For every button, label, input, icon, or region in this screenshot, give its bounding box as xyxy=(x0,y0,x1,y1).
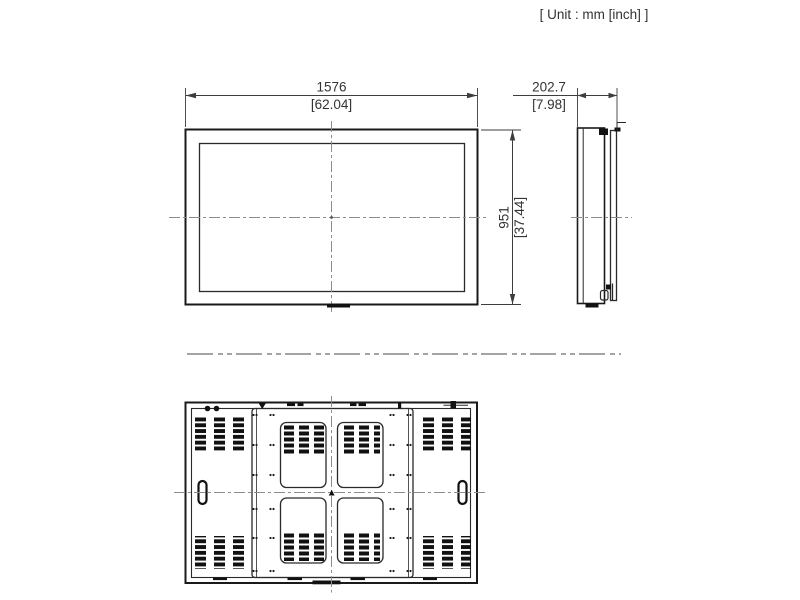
depth-dimension xyxy=(513,80,617,128)
screw-hole xyxy=(255,508,257,510)
screw-hole xyxy=(269,414,271,416)
rear-bottom-tab xyxy=(313,581,341,585)
screw-hole xyxy=(252,444,254,446)
vent-grid-inner-top-right xyxy=(340,426,380,455)
vent-grid-inner-bottom-right xyxy=(340,532,380,561)
side-panel-outline xyxy=(611,131,617,301)
screw-hole xyxy=(252,474,254,476)
depth-arrow-left xyxy=(578,93,587,98)
screw-hole xyxy=(389,414,391,416)
rear-view xyxy=(174,396,485,593)
depth-value-inch: [7.98] xyxy=(532,97,566,112)
screw-hole xyxy=(409,570,411,572)
screw-hole xyxy=(255,414,257,416)
screw-hole xyxy=(392,508,394,510)
screw-hole xyxy=(272,414,274,416)
rear-top-hook-lug xyxy=(451,401,457,409)
vent-grid-top-right xyxy=(422,418,471,451)
width-arrow-right xyxy=(467,93,478,98)
width-value-mm: 1576 xyxy=(316,79,347,95)
screw-hole xyxy=(252,508,254,510)
vent-grid-inner-top-left xyxy=(284,426,324,455)
height-value-mm: 951 xyxy=(496,206,512,229)
screw-hole xyxy=(269,508,271,510)
side-bottom-foot xyxy=(586,304,599,308)
vent-grid-top-left xyxy=(195,418,244,451)
width-dimension xyxy=(186,80,478,128)
side-view xyxy=(571,123,632,308)
screw-hole xyxy=(255,570,257,572)
screw-hole xyxy=(406,570,408,572)
screw-hole xyxy=(255,474,257,476)
depth-value-mm: 202.7 xyxy=(532,79,566,95)
screw-hole xyxy=(409,508,411,510)
screw-hole xyxy=(392,537,394,539)
screw-hole xyxy=(389,570,391,572)
screw-hole xyxy=(409,414,411,416)
screw-hole xyxy=(392,570,394,572)
screw-hole xyxy=(252,570,254,572)
side-top-lug xyxy=(599,129,608,136)
vent-grid-bottom-left xyxy=(195,536,244,569)
screw-hole xyxy=(255,444,257,446)
screw-hole xyxy=(389,474,391,476)
unit-note-label: [ Unit : mm [inch] ] xyxy=(539,7,649,22)
depth-arrow-right xyxy=(609,93,618,98)
screw-hole xyxy=(409,444,411,446)
rear-top-t-mark xyxy=(398,402,401,409)
screw-hole xyxy=(269,474,271,476)
screw-hole xyxy=(269,537,271,539)
screw-hole xyxy=(406,414,408,416)
vent-grid-inner-bottom-left xyxy=(284,532,324,561)
screw-hole xyxy=(272,508,274,510)
height-dimension xyxy=(481,130,527,305)
side-bottom-hook-lug xyxy=(606,285,611,290)
screw-hole xyxy=(389,444,391,446)
screw-hole xyxy=(389,508,391,510)
screw-hole xyxy=(269,444,271,446)
width-value-inch: [62.04] xyxy=(310,97,353,112)
height-value-inch: [37.44] xyxy=(512,196,527,239)
screw-hole xyxy=(272,570,274,572)
screw-hole xyxy=(406,474,408,476)
screw-hole xyxy=(272,537,274,539)
rear-top-knob-1 xyxy=(205,406,211,412)
screw-hole xyxy=(406,537,408,539)
front-bottom-tab xyxy=(327,304,350,308)
width-arrow-left xyxy=(186,93,197,98)
front-view xyxy=(169,121,486,314)
height-arrow-bottom xyxy=(510,294,515,305)
screw-hole xyxy=(409,474,411,476)
screw-hole xyxy=(406,444,408,446)
screw-hole xyxy=(389,537,391,539)
vent-grid-bottom-right xyxy=(422,536,471,569)
screw-hole xyxy=(392,444,394,446)
rear-top-knob-2 xyxy=(214,406,220,412)
side-body-outline xyxy=(578,128,605,304)
screw-hole xyxy=(255,537,257,539)
front-center-mark xyxy=(330,216,333,219)
screw-hole xyxy=(392,414,394,416)
screw-hole xyxy=(272,474,274,476)
screw-hole xyxy=(252,537,254,539)
screw-hole xyxy=(406,508,408,510)
screw-hole xyxy=(409,537,411,539)
screw-hole xyxy=(392,474,394,476)
screw-hole xyxy=(269,570,271,572)
screw-hole xyxy=(272,444,274,446)
screw-hole xyxy=(252,414,254,416)
height-arrow-top xyxy=(510,130,515,141)
